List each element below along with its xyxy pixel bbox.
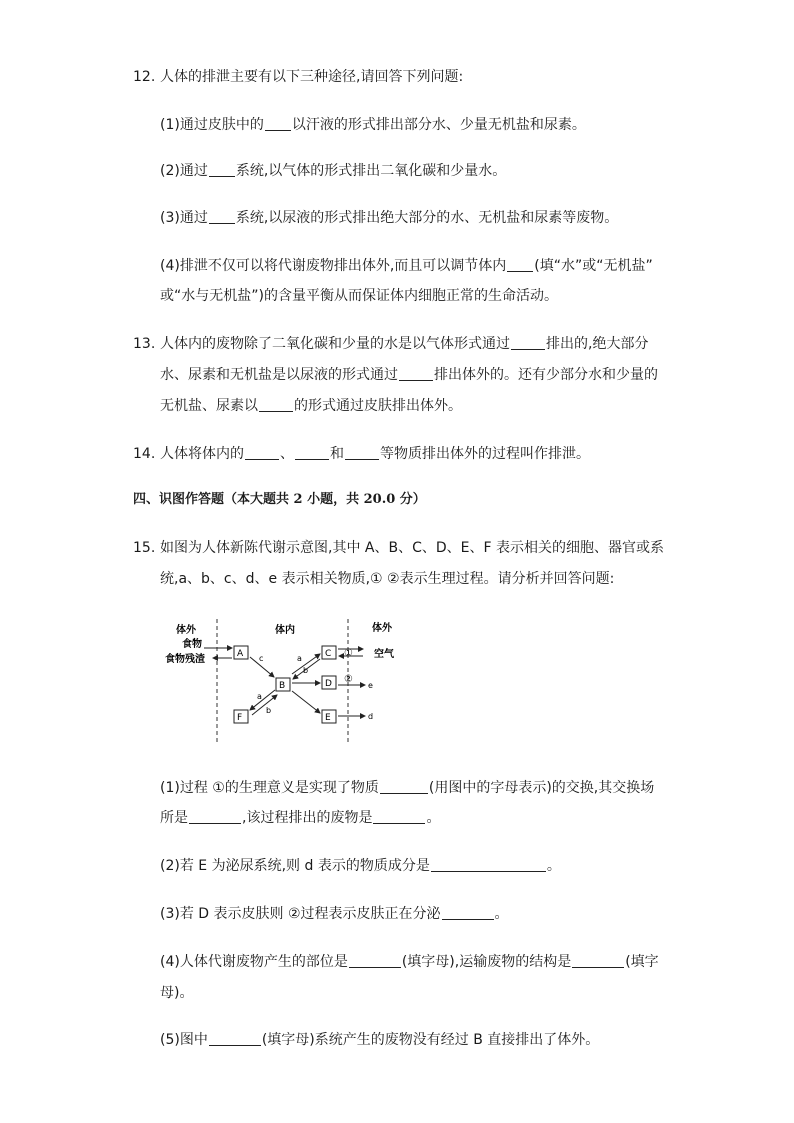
q12-number: 12. <box>133 69 156 85</box>
q12-part3: (3)通过 系统,以尿液的形式排出绝大部分的水、无机盐和尿素等废物。 <box>160 210 619 226</box>
metabolism-diagram <box>160 615 420 750</box>
answer-blank[interactable] <box>349 953 401 968</box>
q15-part1-line2: 所是 ,该过程排出的废物是 。 <box>160 810 441 826</box>
box-c-label: C <box>325 649 332 659</box>
answer-blank[interactable] <box>399 366 433 381</box>
section-heading: 四、识图作答题（本大题共 2 小题，共 20.0 分） <box>133 492 426 507</box>
q13-line1: 人体内的废物除了二氧化碳和少量的水是以气体形式通过 排出的,绝大部分 <box>160 336 649 352</box>
q14-number: 14. <box>133 446 156 462</box>
answer-blank[interactable] <box>345 445 379 460</box>
q13-number: 13. <box>133 336 156 352</box>
label-a1: a <box>297 654 302 663</box>
label-e: e <box>368 681 373 690</box>
answer-blank[interactable] <box>295 445 329 460</box>
q13-line2: 水、尿素和无机盐是以尿液的形式通过 排出体外的。还有少部分水和少量的 <box>160 367 658 383</box>
q15-part3: (3)若 D 表示皮肤则 ②过程表示皮肤正在分泌 。 <box>160 906 509 922</box>
box-b-label: B <box>279 681 286 691</box>
answer-blank[interactable] <box>209 1031 261 1046</box>
answer-blank[interactable] <box>507 257 533 272</box>
box-d-label: D <box>325 679 332 689</box>
answer-blank[interactable] <box>373 809 425 824</box>
answer-blank[interactable] <box>511 335 545 350</box>
answer-blank[interactable] <box>380 779 428 794</box>
answer-blank[interactable] <box>245 445 279 460</box>
q14-text: 人体将体内的 、 和 等物质排出体外的过程叫作排泄。 <box>160 446 590 462</box>
q15-part5: (5)图中 (填字母)系统产生的废物没有经过 B 直接排出了体外。 <box>160 1032 600 1048</box>
label-b1: b <box>303 666 309 675</box>
q15-part4-line1: (4)人体代谢废物产生的部位是 (填字母),运输废物的结构是 (填字 <box>160 954 659 970</box>
q12-part4-line1: (4)排泄不仅可以将代谢废物排出体外,而且可以调节体内 (填“水”或“无机盐” <box>160 258 653 274</box>
q15-line1: 如图为人体新陈代谢示意图,其中 A、B、C、D、E、F 表示相关的细胞、器官或系 <box>160 540 664 556</box>
answer-blank[interactable] <box>265 116 291 131</box>
answer-blank[interactable] <box>572 953 624 968</box>
q15-line2: 统,a、b、c、d、e 表示相关物质,① ②表示生理过程。请分析并回答问题: <box>160 571 615 587</box>
label-a2: a <box>257 692 262 701</box>
label-outside-right: 体外 <box>372 623 392 634</box>
label-circ2: ② <box>344 674 353 685</box>
label-outside-left: 体外 <box>176 625 196 636</box>
box-f-label: F <box>237 713 243 723</box>
label-residue: 食物残渣 <box>165 654 205 665</box>
q12-stem: 人体的排泄主要有以下三种途径,请回答下列问题: <box>160 69 464 85</box>
answer-blank[interactable] <box>189 809 241 824</box>
q15-part4-line2: 母)。 <box>160 985 194 1001</box>
box-e-label: E <box>325 713 331 723</box>
label-inside: 体内 <box>275 625 295 636</box>
q15-part2: (2)若 E 为泌尿系统,则 d 表示的物质成分是 。 <box>160 858 561 874</box>
label-c: c <box>259 654 264 663</box>
q15-number: 15. <box>133 540 156 556</box>
q12-part1: (1)通过皮肤中的 以汗液的形式排出部分水、少量无机盐和尿素。 <box>160 117 586 133</box>
answer-blank[interactable] <box>259 397 293 412</box>
label-food: 食物 <box>182 639 202 650</box>
label-d: d <box>368 712 374 721</box>
q12-part4-line2: 或“水与无机盐”)的含量平衡从而保证体内细胞正常的生命活动。 <box>160 288 558 304</box>
answer-blank[interactable] <box>442 905 494 920</box>
label-circ1: ① <box>344 648 353 659</box>
q12-part2: (2)通过 系统,以气体的形式排出二氧化碳和少量水。 <box>160 163 507 179</box>
q13-line3: 无机盐、尿素以 的形式通过皮肤排出体外。 <box>160 398 462 414</box>
label-air: 空气 <box>374 649 394 660</box>
arrow-b-e <box>292 691 320 713</box>
q15-part1-line1: (1)过程 ①的生理意义是实现了物质 (用图中的字母表示)的交换,其交换场 <box>160 780 655 796</box>
answer-blank[interactable] <box>209 162 235 177</box>
label-b2: b <box>266 706 272 715</box>
answer-blank[interactable] <box>209 209 235 224</box>
box-a-label: A <box>237 649 244 659</box>
answer-blank[interactable] <box>431 857 546 872</box>
